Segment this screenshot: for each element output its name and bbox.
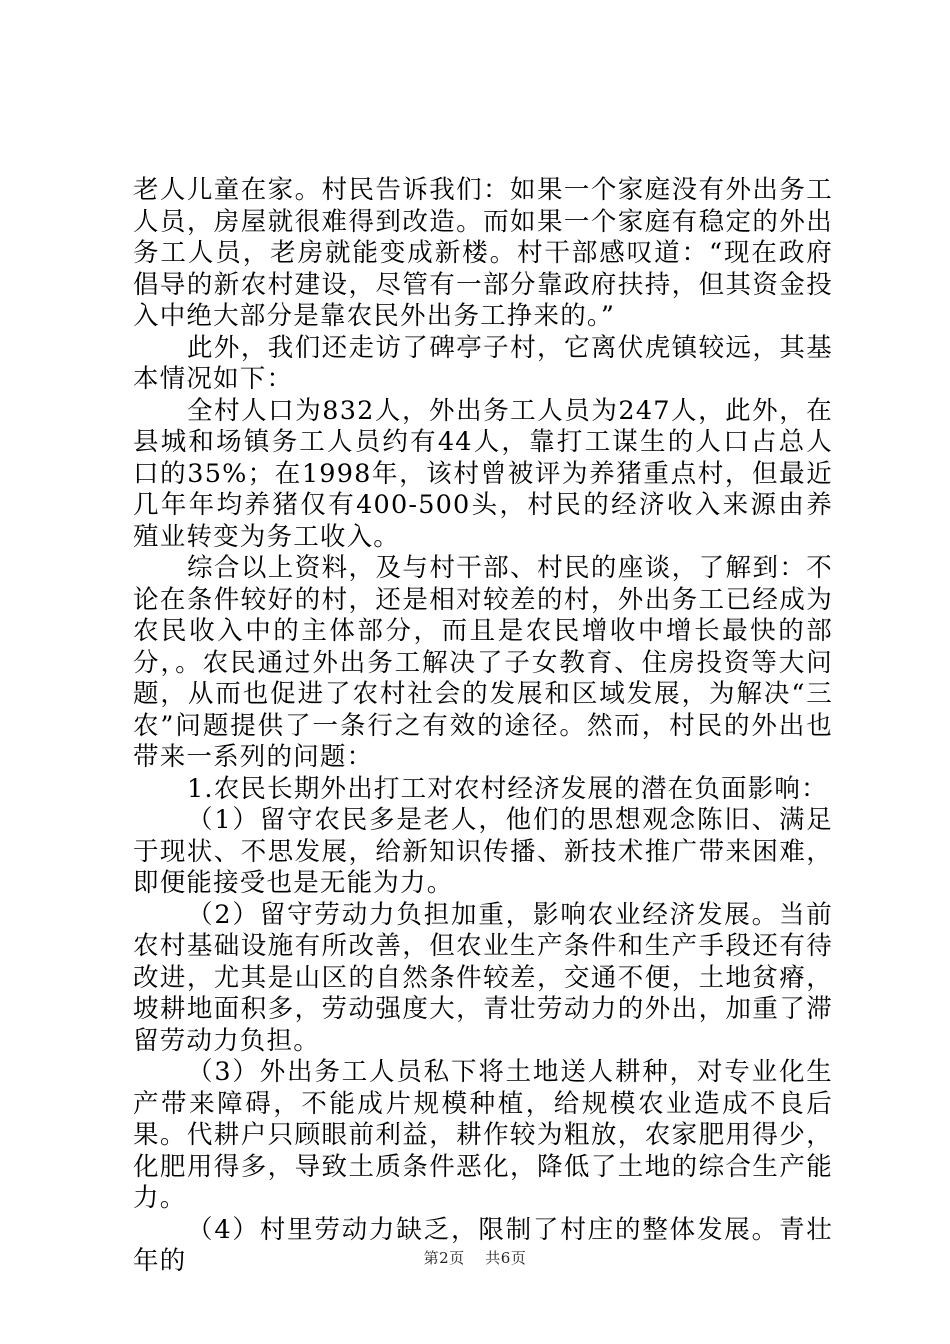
page-footer (0, 1247, 950, 1268)
paragraph-5: 1.农民长期外出打工对农村经济发展的潜在负面影响： (187, 773, 828, 804)
paragraph-6: （1）留守农民多是老人，他们的思想观念陈旧、满足于现状、不思发展，给新知识传播、新技术推广带来困难，即便能接受也是无能为力。 (133, 805, 833, 898)
page-total: 共6页 (485, 1249, 527, 1267)
paragraph-7: （2）留守劳动力负担加重，影响农业经济发展。当前农村基础设施有所改善，但农业生产条件和生产手段还有待改进，尤其是山区的自然条件较差，交通不便，土地贫瘠，坡耕地面积多，劳动强度大，青壮劳动力的外出，加重了滞留劳动力负担。 (133, 899, 833, 1056)
paragraph-4: 综合以上资料，及与村干部、村民的座谈，了解到：不论在条件较好的村，还是相对较差的村，外出务工已经成为农民收入中的主体部分，而且是农民增收中增长最快的部分，。农民通过外出务工解决了子女教育、住房投资等大问题，从而也促进了农村社会的发展和区域发展，为解决“三农”问题提供了一条行之有效的途径。然而，村民的外出也带来一系列的问题： (133, 553, 833, 772)
paragraph-9: （4）村里劳动力缺乏，限制了村庄的整体发展。青壮年的 (133, 1214, 833, 1276)
paragraph-3: 全村人口为832人，外出务工人员为247人，此外，在县城和场镇务工人员约有44人，靠打工谋生的人口占总人口的35%；在1998年，该村曾被评为养猪重点村，但最近几年年均养猪仅有400-500头，村民的经济收入来源由养殖业转变为务工收入。 (133, 395, 833, 552)
paragraph-1: 老人儿童在家。村民告诉我们：如果一个家庭没有外出务工人员，房屋就很难得到改造。而如果一个家庭有稳定的外出务工人员，老房就能变成新楼。村干部感叹道：“现在政府倡导的新农村建设，尽管有一部分靠政府扶持，但其资金投入中绝大部分是靠农民外出务工挣来的。” (133, 175, 833, 331)
paragraph-8: （3）外出务工人员私下将土地送人耕种，对专业化生产带来障碍，不能成片规模种植，给规模农业造成不良后果。代耕户只顾眼前利益，耕作较为粗放，农家肥用得少，化肥用得多，导致土质条件恶化，降低了土地的综合生产能力。 (133, 1057, 833, 1213)
paragraph-2: 此外，我们还走访了碑亭子村，它离伏虎镇较远，其基本情况如下： (133, 332, 833, 394)
document-body (133, 175, 833, 1278)
page-number: 第2页 (423, 1249, 465, 1267)
